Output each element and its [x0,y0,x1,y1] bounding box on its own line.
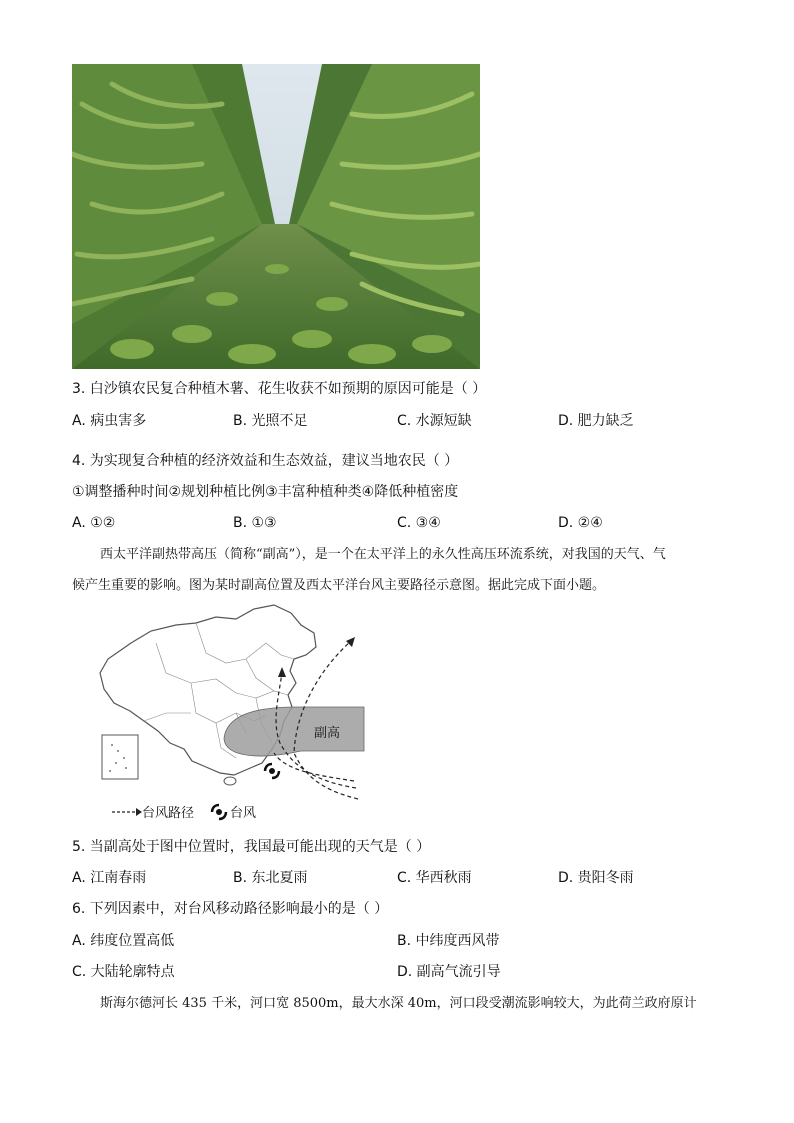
passage1-line2: 候产生重要的影响。图为某时副高位置及西太平洋台风主要路径示意图。据此完成下面小题。 [72,578,606,593]
passage1-line1: 西太平洋副热带高压（简称“副高”），是一个在太平洋上的永久性高压环流系统，对我国的天气、气 [100,547,666,562]
q6-option-a: A. 纬度位置高低 [72,933,175,949]
q3-stem: 3. 白沙镇农民复合种植木薯、花生收获不如预期的原因可能是（ ） [72,381,487,397]
typhoon-icon [265,764,279,778]
q5-option-b: B. 东北夏雨 [233,870,308,886]
q5-option-a: A. 江南春雨 [72,870,147,886]
q3-option-c: C. 水源短缺 [397,413,472,429]
subtropical-high-map [96,603,371,805]
q6-option-b: B. 中纬度西风带 [397,933,500,949]
south-china-sea-inset [102,735,138,779]
q4-option-a: A. ①② [72,515,116,531]
typhoon-legend-icon [208,803,230,821]
legend-typhoon-label: 台风 [230,806,257,821]
q3-option-b: B. 光照不足 [233,413,308,429]
q6-stem: 6. 下列因素中，对台风移动路径影响最小的是（ ） [72,901,389,917]
map-legend [112,802,256,821]
q5-option-c: C. 华西秋雨 [397,870,472,886]
q4-choices: ①调整播种时间②规划种植比例③丰富种植种类④降低种植密度 [72,484,459,500]
legend-typhoon-path-label: 台风路径 [142,806,195,821]
q5-option-d: D. 贵阳冬雨 [558,870,634,886]
q6-option-d: D. 副高气流引导 [397,964,501,980]
hainan-island [224,777,236,785]
passage2-line1: 斯海尔德河长 435 千米，河口宽 8500m，最大水深 40m，河口段受潮流影响较大，为此荷兰政府原计 [100,996,697,1011]
q3-option-d: D. 肥力缺乏 [558,413,634,429]
subtropical-high-label: 副高 [314,726,341,741]
q4-option-d: D. ②④ [558,515,603,531]
q3-option-a: A. 病虫害多 [72,413,147,429]
q4-stem: 4. 为实现复合种植的经济效益和生态效益，建议当地农民（ ） [72,453,459,469]
intercropping-field-photo [72,64,480,369]
typhoon-path-arrowhead [346,637,355,647]
q4-option-b: B. ①③ [233,515,277,531]
dashed-arrow-icon [112,807,142,817]
q6-option-c: C. 大陆轮廓特点 [72,964,175,980]
q4-option-c: C. ③④ [397,515,441,531]
q5-stem: 5. 当副高处于图中位置时，我国最可能出现的天气是（ ） [72,839,431,855]
